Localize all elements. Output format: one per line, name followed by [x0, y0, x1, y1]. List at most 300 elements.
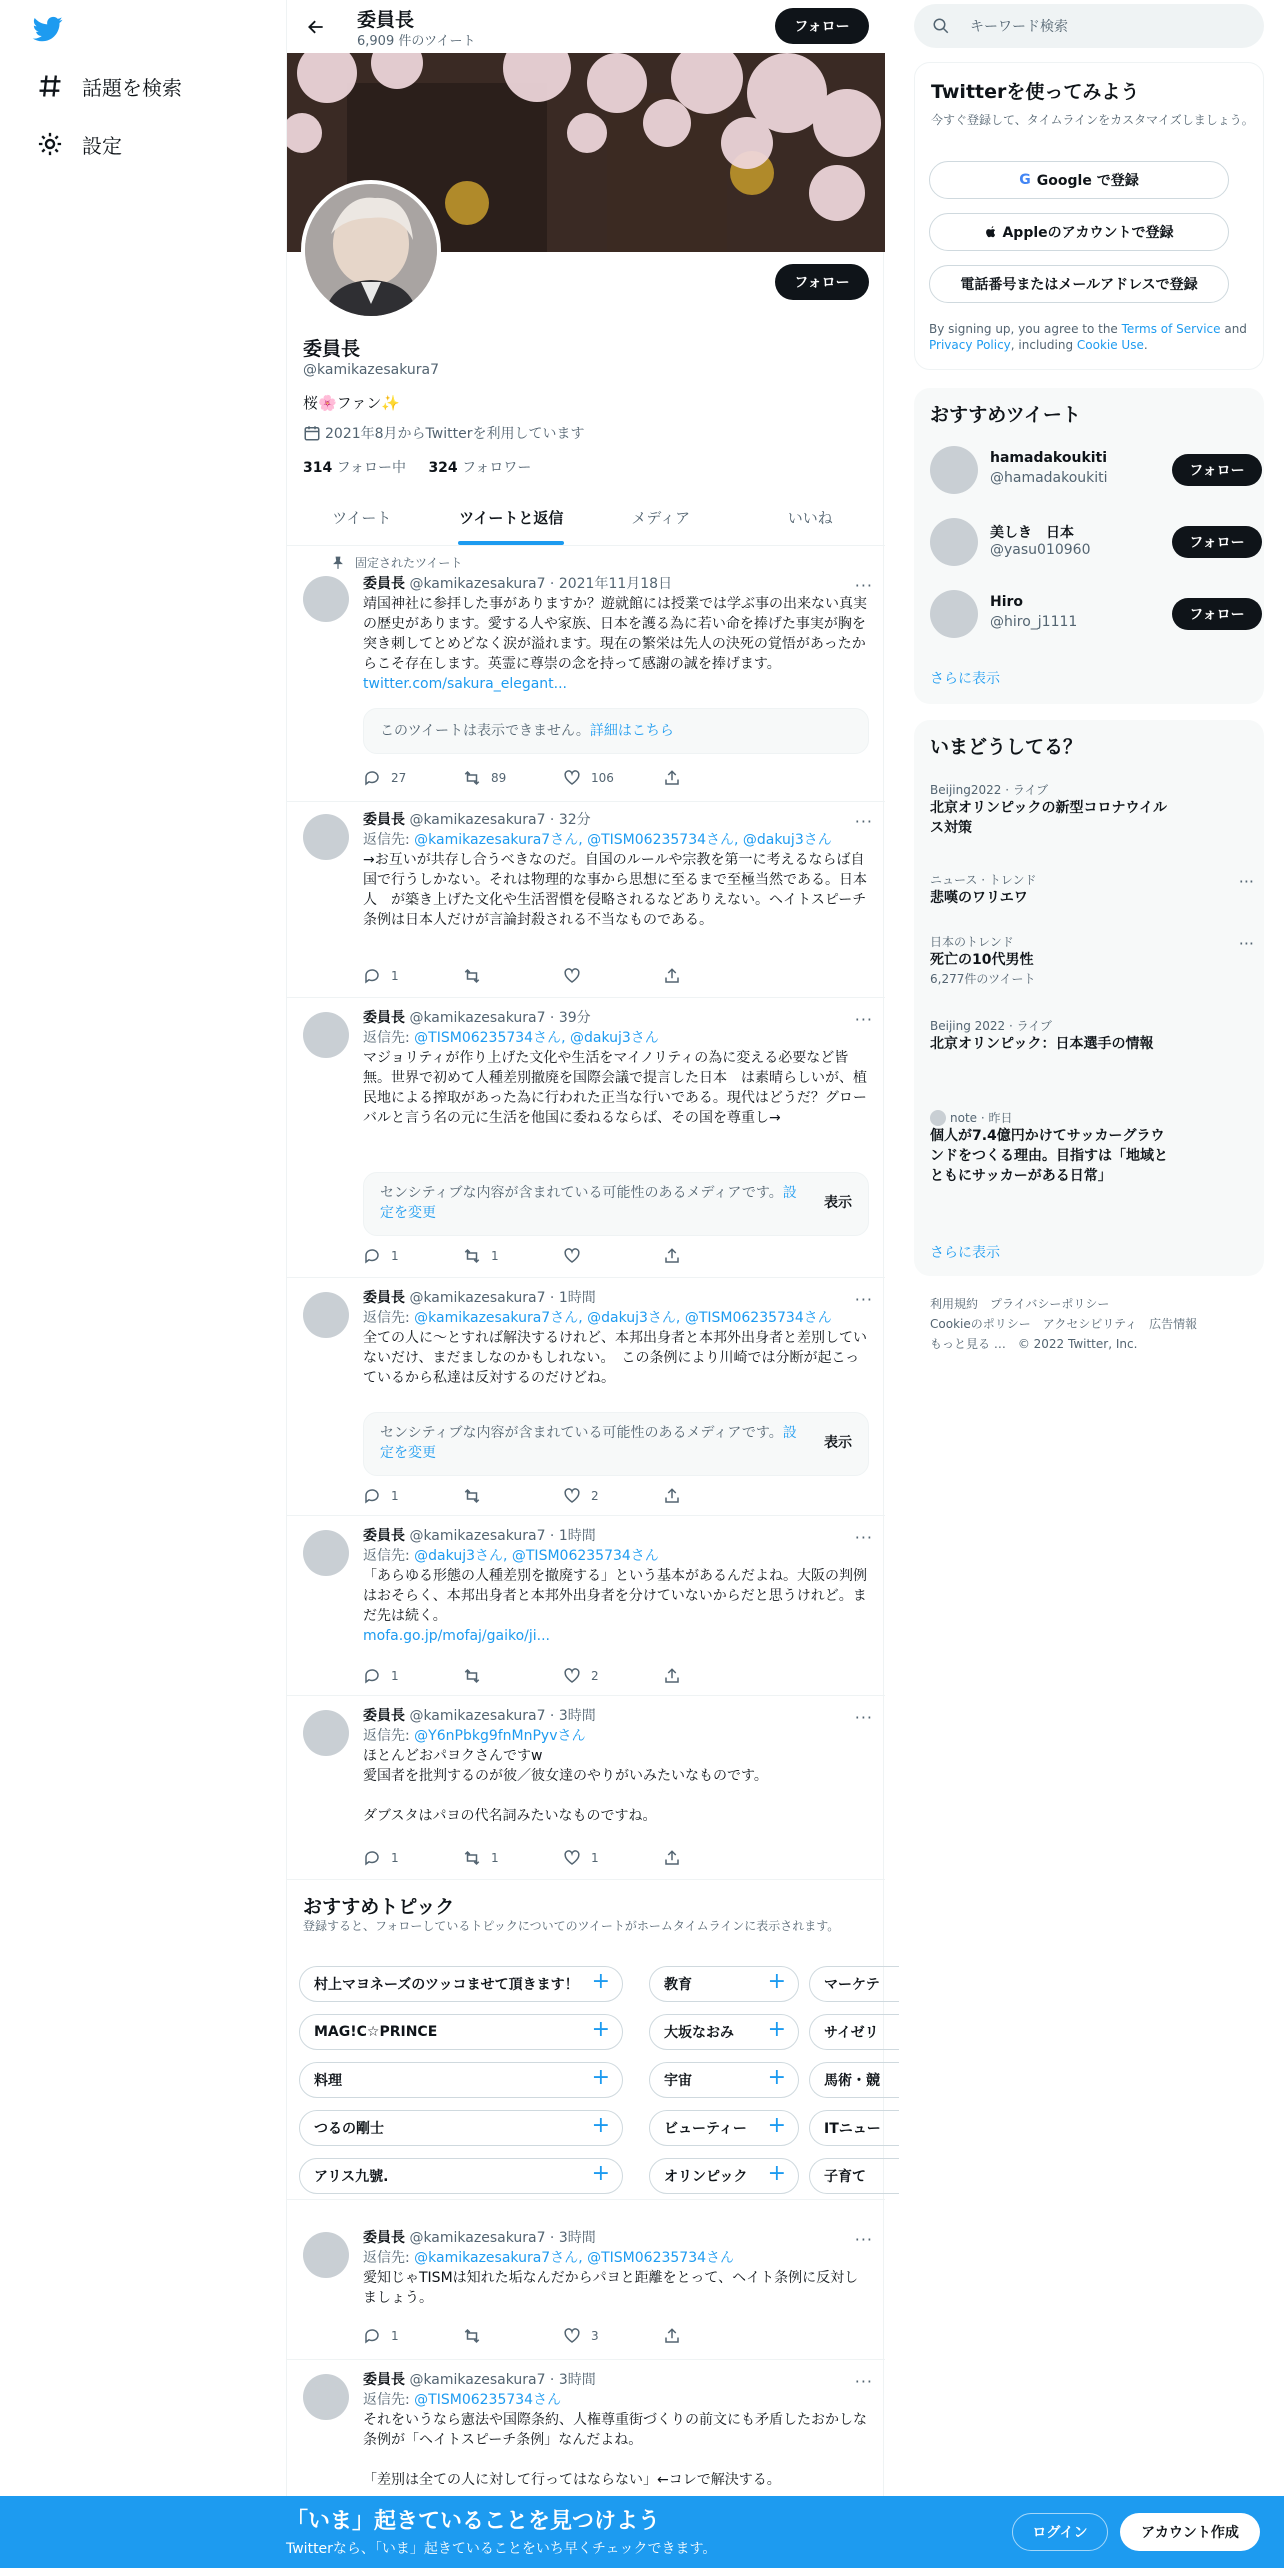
topic-label: MAG!C☆PRINCE: [314, 2024, 438, 2040]
sensitive-media-card: [363, 1172, 869, 1236]
reply-prefix: 返信先:: [363, 2392, 415, 2408]
reply-button[interactable]: [363, 2326, 463, 2346]
reply-button[interactable]: [363, 1486, 463, 1506]
trend-meta: Beijing2022 · ライブ: [930, 783, 1049, 797]
topic-chip[interactable]: [299, 2110, 623, 2146]
like-button[interactable]: [563, 1486, 663, 1506]
nav-settings-label: 設定: [82, 133, 122, 158]
main-column: [286, 0, 884, 2568]
unavailable-tweet-card: [363, 708, 869, 754]
reply-icon: [363, 1247, 381, 1265]
topic-chip[interactable]: [809, 2062, 899, 2098]
tweet-meta[interactable]: @kamikazesakura7 · 3時間: [405, 2230, 596, 2246]
tweet-author[interactable]: 委員長: [363, 2372, 405, 2388]
reply-button[interactable]: [363, 1848, 463, 1868]
share-button[interactable]: [663, 1246, 763, 1266]
like-button[interactable]: [563, 1246, 663, 1266]
more-icon[interactable]: ···: [854, 2372, 873, 2391]
tweet-header: [363, 1526, 869, 1546]
topic-label: 教育: [664, 1977, 692, 1993]
heart-icon: [563, 1487, 581, 1505]
trend-meta: ニュース · トレンド: [930, 873, 1037, 887]
tweet-author[interactable]: 委員長: [363, 1708, 405, 1724]
plus-icon[interactable]: +: [591, 2113, 610, 2138]
card-link[interactable]: 設定を変更: [380, 1425, 797, 1461]
user-avatar[interactable]: [930, 446, 978, 494]
reply-count: 1: [391, 1669, 399, 1683]
tweet-text: マジョリティが作り上げた文化や生活をマイノリティの為に変える必要など皆無。世界で初めて人種差別撤廃を国際会議で提言した日本 は素晴らしいが、植民地による搾取があった為に行われた正当な行いである。現代はどうだ？グローバルと言う名の元に生活を他国に委ねるならば、その国を尊重し→: [363, 1050, 867, 1126]
back-arrow-icon[interactable]: [299, 10, 333, 44]
signup-box: [914, 62, 1264, 370]
profile-tabs: [287, 490, 885, 546]
tweet-text: それをいうなら憲法や国際条約、人権尊重街づくりの前文にも矛盾したおかしな条例が「ヘイトスピーチ条例」なんだよね。 「差別は全ての人に対して行ってはならない」←コレで解決する。: [363, 2412, 867, 2488]
reply-count: 27: [391, 771, 407, 785]
topic-chip[interactable]: [809, 2014, 899, 2050]
retweet-icon: [463, 1667, 481, 1685]
more-icon[interactable]: ···: [854, 1528, 873, 1547]
user-avatar[interactable]: [930, 590, 978, 638]
trend-item[interactable]: [930, 872, 1254, 908]
retweet-icon: [463, 967, 481, 985]
topic-chip[interactable]: [809, 2110, 899, 2146]
tweet-avatar[interactable]: [303, 1530, 349, 1576]
legal-text: By signing up, you agree to the: [929, 322, 1122, 336]
reply-mentions[interactable]: @TISM06235734さん: [414, 2392, 562, 2408]
tweet-author[interactable]: 委員長: [363, 1528, 405, 1544]
google-g-icon: G: [1019, 172, 1031, 188]
nav-settings[interactable]: [22, 116, 136, 172]
tweet[interactable]: [287, 1696, 885, 1880]
tweet-author[interactable]: 委員長: [363, 1290, 405, 1306]
like-button[interactable]: [563, 1848, 663, 1868]
tab-tweets[interactable]: ツイート: [332, 509, 392, 527]
retweet-icon: [463, 1849, 481, 1867]
topic-chip[interactable]: [299, 2062, 623, 2098]
bottom-bar-subtitle: Twitterなら、「いま」起きていることをいち早くチェックできます。: [286, 2541, 717, 2557]
card-link[interactable]: 設定を変更: [380, 1185, 797, 1221]
profile-avatar[interactable]: [301, 180, 441, 320]
user-suggestion[interactable]: [930, 446, 1250, 506]
share-button[interactable]: [663, 1666, 763, 1686]
reply-icon: [363, 967, 381, 985]
share-icon: [663, 1849, 681, 1867]
topic-chip[interactable]: [809, 1966, 899, 2002]
tweet-avatar[interactable]: [303, 1292, 349, 1338]
gear-icon: [36, 130, 64, 158]
tweet-link[interactable]: twitter.com/sakura_elegant...: [363, 676, 568, 692]
topic-label: サイゼリ: [824, 2025, 879, 2041]
search-bar[interactable]: [914, 4, 1264, 48]
apple-icon: [984, 224, 998, 240]
share-icon: [663, 1487, 681, 1505]
reply-count: 1: [391, 1249, 399, 1263]
trend-count: 6,277件のツイート: [930, 972, 1036, 986]
legal-text: .: [1143, 338, 1148, 352]
tweet[interactable]: [287, 1516, 885, 1696]
user-suggestion[interactable]: [930, 590, 1250, 650]
following-label: フォロー中: [332, 460, 406, 476]
create-account-button[interactable]: アカウント作成: [1120, 2513, 1260, 2551]
retweet-button[interactable]: [463, 1848, 563, 1868]
retweet-button[interactable]: [463, 2326, 563, 2346]
card-text-wrap: [380, 1423, 800, 1463]
tweet-avatar[interactable]: [303, 1012, 349, 1058]
login-button[interactable]: ログイン: [1012, 2513, 1108, 2551]
more-icon[interactable]: ···: [854, 576, 873, 595]
more-icon[interactable]: ···: [1238, 934, 1254, 953]
tweet-author[interactable]: 委員長: [363, 2230, 405, 2246]
apple-signup-label: Appleのアカウントで登録: [1002, 225, 1174, 241]
tweet-actions: [363, 1848, 763, 1868]
following-link[interactable]: [303, 460, 406, 476]
pinned-indicator: [331, 554, 462, 571]
tweet-avatar[interactable]: [303, 2232, 349, 2278]
reply-mentions[interactable]: @kamikazesakura7さん, @TISM06235734さん: [414, 2250, 735, 2266]
search-icon: [932, 17, 950, 35]
reply-context: [363, 1546, 869, 1566]
tweet[interactable]: [287, 2360, 885, 2496]
trends-title: いまどうしてる？: [930, 736, 1083, 758]
follow-button[interactable]: フォロー: [1172, 454, 1262, 486]
like-count: 2: [591, 1489, 599, 1503]
tweet-header: [363, 810, 869, 830]
trend-name: 死亡の10代男性: [930, 952, 1034, 968]
show-media-button[interactable]: 表示: [824, 1435, 852, 1451]
reply-button[interactable]: [363, 1666, 463, 1686]
plus-icon[interactable]: +: [767, 2065, 786, 2090]
topic-label: 村上マヨネーズのツッコませて頂きます！: [314, 1977, 579, 1993]
more-icon[interactable]: ···: [854, 1290, 873, 1309]
reply-context: [363, 1028, 869, 1048]
tweet-actions: [363, 1486, 763, 1506]
heart-icon: [563, 769, 581, 787]
share-button[interactable]: [663, 2326, 763, 2346]
trend-meta: 日本のトレンド: [930, 935, 1014, 949]
topic-label: 馬術・競: [824, 2073, 880, 2089]
trends-box: [914, 720, 1264, 1276]
trend-item[interactable]: [930, 782, 1250, 838]
user-name[interactable]: Hiro: [990, 594, 1024, 610]
reply-context: [363, 1308, 869, 1328]
reply-prefix: 返信先:: [363, 1310, 415, 1326]
tweet-author[interactable]: 委員長: [363, 812, 405, 828]
heart-icon: [563, 1849, 581, 1867]
tab-tweets-and-replies[interactable]: ツイートと返信: [437, 490, 587, 545]
retweet-icon: [463, 1487, 481, 1505]
share-icon: [663, 1247, 681, 1265]
topic-label: 宇宙: [664, 2073, 692, 2089]
topic-chip[interactable]: [649, 2110, 799, 2146]
tweet-actions: [363, 1666, 763, 1686]
tweet-header: [363, 1706, 869, 1726]
share-button[interactable]: [663, 1848, 763, 1868]
card-link[interactable]: 詳細はこちら: [589, 723, 674, 739]
show-more-link[interactable]: さらに表示: [930, 671, 1000, 687]
reply-mentions[interactable]: @TISM06235734さん, @dakuj3さん: [414, 1030, 659, 1046]
tweet[interactable]: [287, 2218, 885, 2360]
tweet-meta[interactable]: @kamikazesakura7 · 2021年11月18日: [405, 576, 673, 592]
reply-icon: [363, 1667, 381, 1685]
signup-desc: 今すぐ登録して、タイムラインをカスタマイズしましょう。: [931, 113, 1254, 127]
topic-chip[interactable]: [299, 1966, 623, 2002]
retweet-icon: [463, 2327, 481, 2345]
topic-chip[interactable]: [649, 2062, 799, 2098]
reply-prefix: 返信先:: [363, 1030, 415, 1046]
topics-description: 登録すると、フォローしているトピックについてのツイートがホームタイムラインに表示されます。: [303, 1919, 840, 1933]
retweet-count: 1: [491, 1249, 499, 1263]
plus-icon[interactable]: +: [767, 2113, 786, 2138]
retweet-count: 89: [491, 771, 507, 785]
topic-label: マーケテ: [824, 1977, 880, 1993]
topics-title: おすすめトピック: [303, 1896, 455, 1918]
more-icon[interactable]: ···: [854, 2230, 873, 2249]
tweet-header: [363, 2228, 869, 2248]
recommended-users-box: [914, 388, 1264, 704]
plus-icon[interactable]: +: [591, 2017, 610, 2042]
topic-chip[interactable]: [649, 2014, 799, 2050]
user-name[interactable]: hamadakoukiti: [990, 450, 1108, 466]
show-media-button[interactable]: 表示: [824, 1195, 852, 1211]
topic-label: オリンピック: [664, 2169, 748, 2185]
pinned-label: 固定されたツイート: [355, 556, 463, 570]
following-count: 314: [303, 460, 333, 476]
heart-icon: [563, 1667, 581, 1685]
topic-label: 子育て: [824, 2169, 866, 2185]
legal-text: , including: [1010, 338, 1077, 352]
heart-icon: [563, 967, 581, 985]
reply-context: [363, 830, 869, 850]
google-signup-button[interactable]: [929, 161, 1229, 199]
tweet-text: 愛知じゃTISMは知れた垢なんだからパヨと距離をとって、ヘイト条例に反対しましょう。: [363, 2270, 859, 2306]
profile-follow-button[interactable]: フォロー: [775, 264, 869, 300]
reply-mentions[interactable]: @kamikazesakura7さん, @TISM06235734さん, @dakuj3さん: [414, 832, 832, 848]
heart-icon: [563, 1247, 581, 1265]
sensitive-media-card: [363, 1412, 869, 1476]
profile-name: 委員長: [303, 338, 361, 360]
tweet-meta[interactable]: @kamikazesakura7 · 1時間: [405, 1290, 596, 1306]
tweet-avatar[interactable]: [303, 814, 349, 860]
reply-prefix: 返信先:: [363, 2250, 415, 2266]
legal-text: and: [1220, 322, 1247, 336]
topic-label: 料理: [314, 2073, 342, 2089]
footer-links-1[interactable]: 利用規約 プライバシーポリシー: [930, 1297, 1110, 1311]
share-button[interactable]: [663, 966, 763, 986]
more-icon[interactable]: ···: [1238, 872, 1254, 891]
plus-icon[interactable]: +: [591, 1969, 610, 1994]
user-avatar[interactable]: [930, 518, 978, 566]
share-button[interactable]: [663, 1486, 763, 1506]
like-button[interactable]: [563, 768, 663, 788]
more-icon[interactable]: ···: [854, 812, 873, 831]
reply-context: [363, 1726, 869, 1746]
profile-join-date: [303, 423, 584, 443]
topic-chip[interactable]: [299, 2158, 623, 2194]
plus-icon[interactable]: +: [767, 2161, 786, 2186]
calendar-icon: [303, 424, 321, 442]
topic-chip[interactable]: [649, 2158, 799, 2194]
plus-icon[interactable]: +: [591, 2065, 610, 2090]
trend-name: 個人が7.4億円かけてサッカーグラウンドをつくる理由。目指すは「地域とともにサッカーがある日常」: [930, 1128, 1168, 1184]
reply-mentions[interactable]: @kamikazesakura7さん, @dakuj3さん, @TISM06235734さん: [414, 1310, 832, 1326]
tweet-text: 「あらゆる形態の人種差別を撤廃する」という基本があるんだよね。大阪の判例はおそらく、本邦出身者と本邦外出身者を分けていないからだと思うけれど。まだ先は続く。: [363, 1568, 867, 1624]
like-count: 1: [591, 1851, 599, 1865]
followers-label: フォロワー: [457, 460, 532, 476]
topic-label: ビューティー: [664, 2121, 747, 2137]
share-icon: [663, 2327, 681, 2345]
signup-title: Twitterを使ってみよう: [931, 81, 1140, 103]
like-button[interactable]: [563, 966, 663, 986]
retweet-button[interactable]: [463, 1666, 563, 1686]
retweet-button[interactable]: [463, 1486, 563, 1506]
tweet-pinned[interactable]: [287, 546, 885, 802]
retweet-button[interactable]: [463, 1246, 563, 1266]
reply-button[interactable]: [363, 966, 463, 986]
share-button[interactable]: [663, 768, 763, 788]
more-icon[interactable]: ···: [854, 1708, 873, 1727]
reply-icon: [363, 2327, 381, 2345]
recommended-topics: [287, 1880, 885, 2200]
header-follow-button[interactable]: フォロー: [775, 8, 869, 44]
plus-icon[interactable]: +: [591, 2161, 610, 2186]
tweet-avatar[interactable]: [303, 576, 349, 622]
tweet[interactable]: [287, 802, 885, 998]
topic-label: ITニュー: [824, 2121, 881, 2137]
card-text: センシティブな内容が含まれている可能性のあるメディアです。: [380, 1425, 783, 1441]
bottom-bar-title: 「いま」起きていることを見つけよう: [286, 2509, 661, 2534]
phone-signup-button[interactable]: 電話番号またはメールアドレスで登録: [929, 265, 1229, 303]
trend-item[interactable]: [930, 1018, 1250, 1054]
reply-mentions[interactable]: @Y6nPbkg9fnMnPyvさん: [414, 1728, 586, 1744]
tweet-meta[interactable]: @kamikazesakura7 · 3時間: [405, 1708, 596, 1724]
like-button[interactable]: [563, 1666, 663, 1686]
show-more-link[interactable]: さらに表示: [930, 1245, 1000, 1261]
follow-button[interactable]: フォロー: [1172, 526, 1262, 558]
signup-legal: [929, 321, 1251, 353]
recommended-title: おすすめツイート: [930, 404, 1081, 426]
user-handle: @hamadakoukiti: [990, 470, 1108, 486]
retweet-button[interactable]: [463, 768, 563, 788]
tweet-link[interactable]: mofa.go.jp/mofaj/gaiko/ji...: [363, 1628, 551, 1644]
like-button[interactable]: [563, 2326, 663, 2346]
nav-explore-label: 話題を検索: [82, 75, 182, 100]
tweet-author[interactable]: 委員長: [363, 1010, 405, 1026]
footer-links-3[interactable]: もっと見る … © 2022 Twitter, Inc.: [930, 1337, 1138, 1351]
reply-prefix: 返信先:: [363, 1728, 415, 1744]
trend-meta-row: [930, 1110, 1250, 1126]
followers-link[interactable]: [428, 460, 531, 476]
reply-count: 1: [391, 1489, 399, 1503]
reply-icon: [363, 1487, 381, 1505]
reply-icon: [363, 1849, 381, 1867]
tweet-text: [363, 594, 869, 694]
tweet-text: 全ての人に〜とすれば解決するけれど、本邦出身者と本邦外出身者と差別していないだけ、まだましなのかもしれない。 この条例により川崎では分断が起こっているから私達は反対するのだけどね。: [363, 1330, 867, 1386]
tweet-text: →お互いが共存し合うべきなのだ。自国のルールや宗教を第一に考えるならば自国で行うしかない。それは物理的な事から思想に至るまで至極当然である。日本人 が築き上げた文化や生活習慣を侵略されるなどありえない。ヘイトスピーチ条例は日本人だけが言論封殺される不当なものである。: [363, 852, 867, 928]
tweet-actions: [363, 768, 763, 788]
nav-explore[interactable]: [22, 58, 196, 114]
reply-count: 1: [391, 1851, 399, 1865]
header-name: 委員長: [357, 9, 415, 31]
tweet[interactable]: [287, 998, 885, 1278]
profile-handle: @kamikazesakura7: [303, 362, 440, 378]
trend-meta: note · 昨日: [950, 1111, 1013, 1125]
trend-name: 北京オリンピックの新型コロナウイルス対策: [930, 800, 1168, 836]
user-handle: @yasu010960: [990, 542, 1091, 558]
topic-label: アリス九號.: [314, 2169, 389, 2185]
user-handle: @hiro_j1111: [990, 614, 1078, 630]
reply-count: 1: [391, 969, 399, 983]
plus-icon[interactable]: +: [767, 1969, 786, 1994]
tweet[interactable]: [287, 1278, 885, 1516]
trend-item[interactable]: [930, 1110, 1250, 1186]
search-placeholder: キーワード検索: [970, 19, 1068, 35]
apple-signup-button[interactable]: [929, 213, 1229, 251]
user-name[interactable]: 美しき 日本: [990, 525, 1074, 541]
plus-icon[interactable]: +: [767, 2017, 786, 2042]
tweet-header: [363, 2370, 869, 2390]
privacy-link[interactable]: Privacy Policy: [929, 338, 1011, 352]
cookie-link[interactable]: Cookie Use: [1076, 338, 1144, 352]
tweet-actions: [363, 2326, 763, 2346]
reply-button[interactable]: [363, 1246, 463, 1266]
user-suggestion[interactable]: [930, 518, 1250, 578]
terms-link[interactable]: Terms of Service: [1121, 322, 1221, 336]
tweet-author[interactable]: 委員長: [363, 576, 405, 592]
topic-chip[interactable]: [649, 1966, 799, 2002]
tweet-avatar[interactable]: [303, 2374, 349, 2420]
reply-button[interactable]: [363, 768, 463, 788]
footer-links-2[interactable]: Cookieのポリシー アクセシビリティ 広告情報: [930, 1317, 1198, 1331]
follow-button[interactable]: フォロー: [1172, 598, 1262, 630]
heart-icon: [563, 2327, 581, 2345]
retweet-button[interactable]: [463, 966, 563, 986]
tweet-text: ほとんどおパヨクさんですw 愛国者を批判するのが彼／彼女達のやりがいみたいなものです。 ダブスタはパヨの代名詞みたいなものですね。: [363, 1748, 768, 1824]
like-count: 3: [591, 2329, 599, 2343]
tweet-header: [363, 1288, 869, 1308]
twitter-logo-icon[interactable]: [32, 14, 64, 44]
reply-prefix: 返信先:: [363, 832, 415, 848]
tweet-avatar[interactable]: [303, 1710, 349, 1756]
topic-label: 大坂なおみ: [664, 2025, 734, 2041]
tab-media[interactable]: メディア: [631, 509, 691, 527]
more-icon[interactable]: ···: [854, 1010, 873, 1029]
tweet-meta[interactable]: @kamikazesakura7 · 1時間: [405, 1528, 596, 1544]
reply-count: 1: [391, 2329, 399, 2343]
like-count: 2: [591, 1669, 599, 1683]
left-nav: [0, 0, 286, 2568]
trend-item[interactable]: [930, 934, 1254, 987]
topic-chip[interactable]: [809, 2158, 899, 2194]
tweet-meta[interactable]: @kamikazesakura7 · 39分: [405, 1010, 591, 1026]
share-icon: [663, 769, 681, 787]
tweet-actions: [363, 966, 763, 986]
trend-meta: Beijing 2022 · ライブ: [930, 1019, 1052, 1033]
reply-context: [363, 2248, 869, 2268]
profile-follow-stats: [303, 457, 531, 477]
followers-count: 324: [428, 460, 458, 476]
tweet-header: [363, 1008, 869, 1028]
share-icon: [663, 967, 681, 985]
pin-icon: [331, 556, 345, 570]
join-text: 2021年8月からTwitterを利用しています: [325, 426, 585, 442]
tweet-meta[interactable]: @kamikazesakura7 · 32分: [405, 812, 591, 828]
topic-chip[interactable]: [299, 2014, 623, 2050]
tweet-meta[interactable]: @kamikazesakura7 · 3時間: [405, 2372, 596, 2388]
reply-icon: [363, 769, 381, 787]
tab-likes[interactable]: いいね: [787, 509, 833, 527]
profile-bio: 桜🌸ファン✨: [303, 394, 401, 412]
reply-mentions[interactable]: @dakuj3さん, @TISM06235734さん: [414, 1548, 659, 1564]
bottom-signup-bar: [0, 2496, 1284, 2568]
